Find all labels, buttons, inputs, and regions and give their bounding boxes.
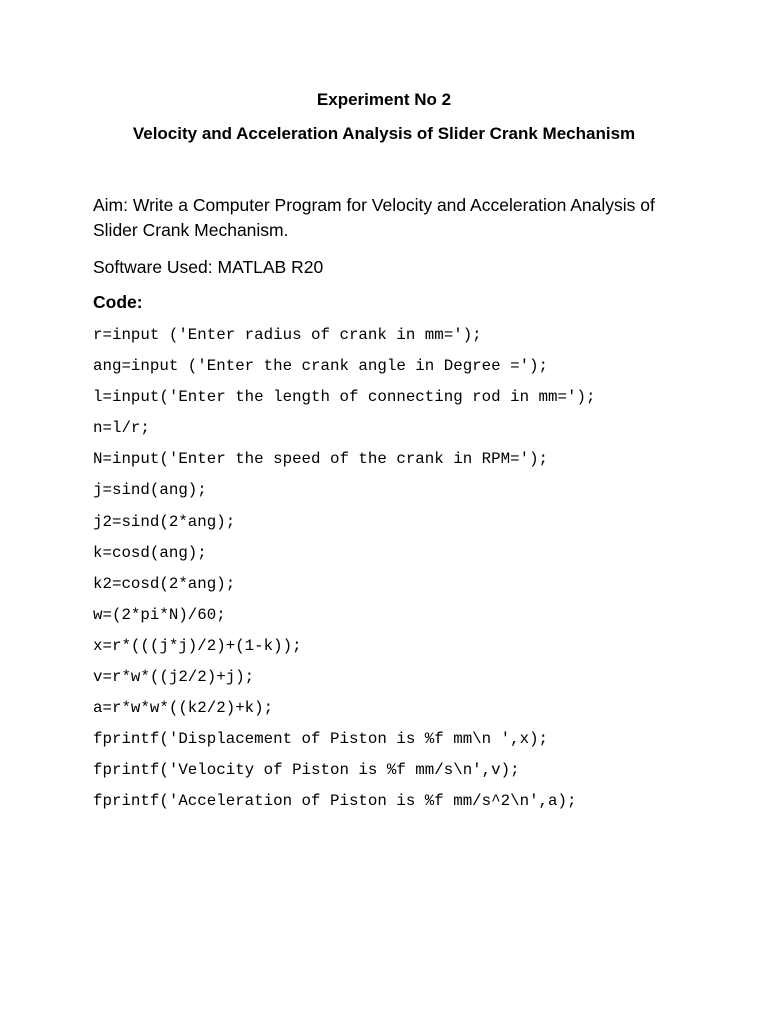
software-used-line: Software Used: MATLAB R20 — [93, 257, 324, 277]
code-block — [93, 321, 595, 819]
code-line: j=sind(ang); — [93, 481, 207, 500]
code-line: j2=sind(2*ang); — [93, 512, 236, 531]
code-line: k=cosd(ang); — [93, 543, 207, 562]
code-line: n=l/r; — [93, 419, 150, 438]
code-line: w=(2*pi*N)/60; — [93, 605, 226, 624]
document-subtitle: Velocity and Acceleration Analysis of Slider Crank Mechanism — [132, 124, 636, 143]
code-line: fprintf('Acceleration of Piston is %f mm/s^2\n',a); — [93, 792, 577, 811]
code-line: N=input('Enter the speed of the crank in RPM='); — [93, 450, 549, 469]
code-line: v=r*w*((j2/2)+j); — [93, 668, 255, 687]
code-line: k2=cosd(2*ang); — [93, 574, 236, 593]
code-heading: Code: — [93, 292, 143, 312]
code-line: fprintf('Velocity of Piston is %f mm/s\n',v); — [93, 761, 520, 780]
code-line: x=r*(((j*j)/2)+(1-k)); — [93, 636, 302, 655]
code-line: a=r*w*w*((k2/2)+k); — [93, 699, 274, 718]
code-line: ang=input ('Enter the crank angle in Degree ='); — [93, 357, 549, 376]
code-line: fprintf('Displacement of Piston is %f mm\n ',x); — [93, 730, 549, 749]
aim-paragraph: Aim: Write a Computer Program for Velocity and Acceleration Analysis of Slider Crank Mechanism. — [93, 195, 655, 240]
document-title: Experiment No 2 — [316, 90, 452, 109]
code-line: r=input ('Enter radius of crank in mm='); — [93, 326, 482, 344]
code-line: l=input('Enter the length of connecting rod in mm='); — [93, 388, 596, 407]
